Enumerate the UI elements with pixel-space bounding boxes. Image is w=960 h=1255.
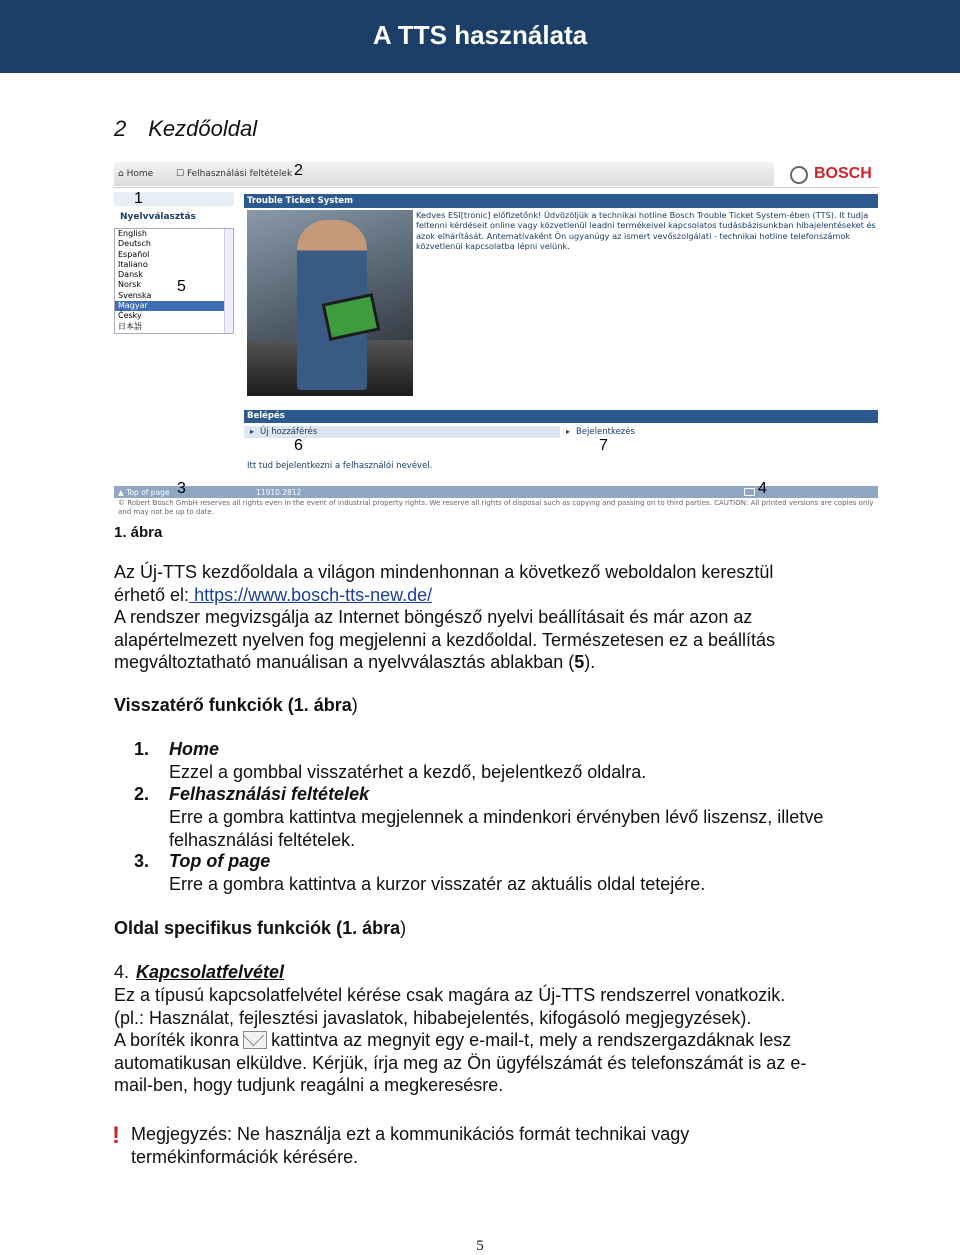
note-line-1: Megjegyzés: Ne használja ezt a kommunikációs formát technikai vagy (131, 1124, 690, 1144)
specific-heading-ref: 1. ábra (342, 918, 401, 938)
returning-heading-prefix: Visszatérő funkciók ( (114, 695, 294, 715)
intro-line-1: Az Új-TTS kezdőoldala a világon mindenhonnan a következő weboldalon keresztül (114, 562, 774, 582)
section-number: 2 (114, 116, 127, 141)
contact-line-5: mail-ben, hogy tudjunk reagálni a megkeresésre. (114, 1075, 504, 1095)
item-2-number: 2. (134, 784, 150, 804)
intro-line-3: A rendszer megvizsgálja az Internet böngésző nyelvi beállításait és már azon az (114, 607, 753, 627)
language-option[interactable]: Español (118, 249, 150, 259)
note-line-2: termékinformációk kérésére. (131, 1146, 359, 1167)
callout-6: 6 (294, 437, 303, 454)
section-title (114, 116, 257, 142)
item-3-title: Top of page (169, 851, 271, 871)
intro-line-5-prefix: megváltoztatható manuálisan a nyelvválasztás ablakban ( (114, 652, 575, 672)
figure-caption: 1. ábra (114, 524, 163, 541)
returning-heading-ref: 1. ábra (293, 695, 352, 715)
specific-functions-heading (114, 918, 406, 939)
language-select-label: Nyelvválasztás (120, 212, 196, 222)
item-3-number: 3. (134, 851, 150, 871)
specific-heading-prefix: Oldal specifikus funkciók ( (114, 918, 343, 938)
language-list (115, 229, 233, 332)
nav-home-link[interactable]: ⌂ Home (118, 169, 154, 179)
intro-line-5 (114, 651, 874, 674)
language-listbox[interactable] (114, 228, 234, 334)
tts-url-link[interactable]: https://www.bosch-tts-new.de/ (189, 584, 433, 605)
footer-date: 11910.2812 (256, 488, 302, 497)
contact-line-3-suffix: kattintva az megnyit egy e-mail-t, mely a rendszergazdáknak lesz (271, 1030, 792, 1050)
page-number: 5 (476, 1238, 484, 1254)
returning-functions-heading (114, 695, 358, 716)
contact-line-1: Ez a típusú kapcsolatfelvétel kérése csak magára az Új-TTS rendszerrel vonatkozik. (114, 985, 786, 1005)
contact-line-3 (114, 1029, 874, 1052)
language-option[interactable]: Česky (118, 311, 142, 321)
note-paragraph (131, 1123, 871, 1168)
language-option[interactable]: 日本語 (118, 321, 142, 331)
item-1-title: Home (169, 739, 220, 759)
copyright-text: © Robert Bosch GmbH reserves all rights even in the event of industrial property rights. We reserve all rights of disposal such as copying and passing on to third parties. CAUTION: All printed versions are copies only and may not be up to date. (118, 499, 874, 516)
item-1-text: Ezzel a gombbal visszatérhet a kezdő, bejelentkező oldalra. (169, 762, 647, 782)
specific-heading-suffix: ) (400, 918, 407, 938)
language-option[interactable]: Dansk (118, 270, 143, 280)
warning-icon: ! (112, 1122, 120, 1149)
intro-line-5-ref: 5 (574, 652, 585, 672)
contact-line-2: (pl.: Használat, fejlesztési javaslatok, hibabejelentés, kifogásoló megjegyzések). (114, 1007, 752, 1028)
callout-4: 4 (758, 480, 767, 497)
contact-line-4: automatikusan elküldve. Kérjük, írja meg az Ön ügyfélszámát és telefonszámát is az e- (114, 1052, 807, 1073)
login-link[interactable]: ▸ Bejelentkezés (566, 427, 635, 437)
section-name: Kezdőoldal (148, 116, 258, 141)
item-3-text: Erre a gombra kattintva a kurzor visszatér az aktuális oldal tetejére. (169, 874, 706, 894)
lang-header-strip (114, 192, 234, 206)
returning-heading-suffix: ) (351, 695, 358, 715)
new-access-link[interactable]: ▸ Új hozzáférés (244, 426, 560, 438)
callout-2: 2 (294, 162, 303, 179)
contact-paragraph (114, 984, 874, 1097)
top-of-page-label: Top of page (126, 488, 170, 497)
figure-screenshot (114, 162, 878, 518)
envelope-icon[interactable] (744, 488, 755, 496)
callout-5: 5 (177, 278, 186, 295)
welcome-text: Kedves ESI[tronic] előfizetőnk! Üdvözöljük a technikai hotline Bosch Trouble Ticket System-ében (TTS). It tudja feltenni kérdéseit online vagy közvetlenül leadni termékeivel kapcsolatos tudásbázisunkban hibajelentéseket és azok elhárítását. Antematívaként Ön ugyanúgy az ismert vevőszolgálati - technikai hotline telefonszámok közvetlenül kapcsolatba lépni velünk. (416, 210, 876, 252)
language-scrollbar[interactable] (224, 229, 233, 333)
language-option[interactable]: Norsk (118, 280, 141, 290)
mechanic-photo (247, 210, 413, 396)
nav-terms-label: Felhasználási feltételek (186, 169, 293, 179)
tts-heading: Trouble Ticket System (244, 194, 878, 208)
item-4-title: Kapcsolatfelvétel (136, 962, 285, 982)
language-option[interactable]: English (118, 229, 147, 238)
envelope-icon (243, 1031, 267, 1049)
intro-line-2 (114, 584, 874, 607)
callout-3: 3 (177, 480, 186, 497)
item-1-number: 1. (134, 739, 150, 759)
callout-7: 7 (599, 437, 608, 454)
intro-paragraph (114, 561, 874, 674)
language-option[interactable]: Magyar (115, 301, 233, 311)
bosch-brand: BOSCH (814, 165, 872, 182)
contact-line-3-prefix: A boríték ikonra (114, 1030, 240, 1050)
intro-line-5-suffix: ). (584, 652, 596, 672)
login-note: Itt tud bejelentkezni a felhasználói nevével. (247, 461, 433, 471)
page-header-title: A TTS használata (372, 20, 588, 50)
nav-terms-link[interactable]: ☐ Felhasználási feltételek (176, 169, 293, 179)
intro-line-2-prefix: érhető el: (114, 584, 190, 605)
login-heading: Belépés (244, 410, 878, 423)
bosch-logo-icon (790, 166, 808, 184)
language-option[interactable]: Svenska (118, 290, 152, 300)
figure-top-nav (114, 162, 878, 188)
intro-line-4: alapértelmezett nyelven fog megjelenni a kezdőoldal. Természetesen ez a beállítás (114, 629, 776, 650)
language-option[interactable]: Italiano (118, 259, 148, 269)
item-2-text: Erre a gombra kattintva megjelennek a mindenkori érvényben lévő liszensz, illetve felhasználási feltételek. (169, 807, 824, 850)
top-of-page-link[interactable]: ▲ Top of page (118, 488, 170, 497)
item-4-number: 4. (114, 962, 130, 982)
nav-home-label: Home (126, 169, 154, 179)
item-2-title: Felhasználási feltételek (169, 784, 370, 804)
callout-1: 1 (134, 190, 143, 207)
language-option[interactable]: Deutsch (118, 239, 151, 249)
